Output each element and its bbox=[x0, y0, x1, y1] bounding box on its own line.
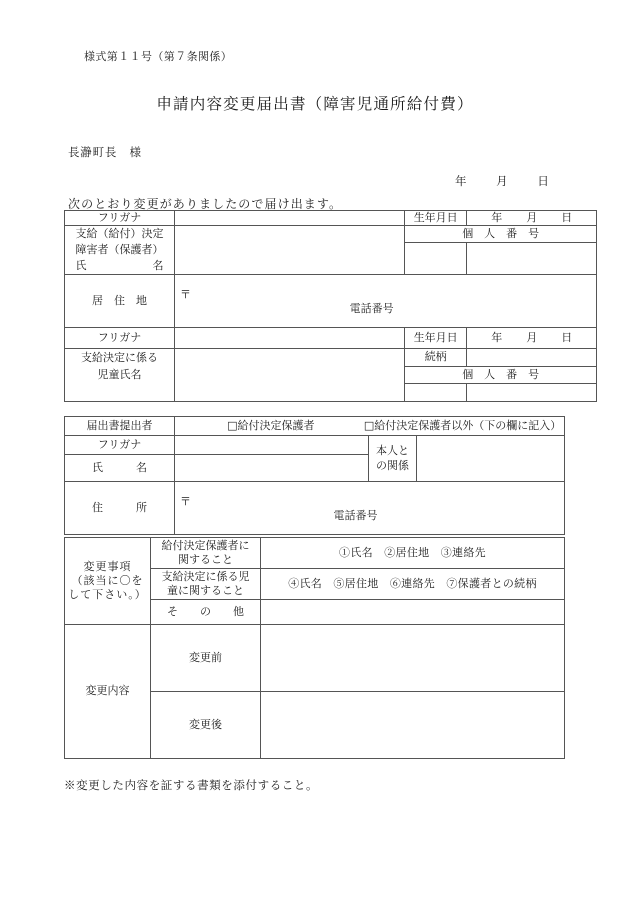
child-name-value[interactable] bbox=[175, 349, 405, 402]
child-mynumber-box[interactable] bbox=[467, 383, 597, 402]
child-mynumber-label: 個 人 番 号 bbox=[405, 366, 597, 383]
change-after-value[interactable] bbox=[261, 692, 565, 759]
change-header-line2: （該当に〇を bbox=[71, 573, 144, 587]
child-name-label-line2: 児童氏名 bbox=[65, 366, 175, 383]
submission-date-line bbox=[455, 173, 549, 189]
postal-code-mark: 〒 bbox=[180, 288, 191, 301]
applicant-residence-value[interactable] bbox=[175, 275, 597, 328]
mynumber-box[interactable] bbox=[467, 242, 597, 275]
child-birthdate-day-label: 日 bbox=[561, 331, 573, 345]
applicant-name-label-line3: 氏 名 bbox=[65, 258, 175, 275]
child-name-label-line1: 支給決定に係る bbox=[65, 349, 175, 367]
applicant-table bbox=[64, 210, 597, 402]
applicant-birthdate-label: 生年月日 bbox=[405, 211, 467, 226]
table-row bbox=[65, 275, 597, 328]
footnote: ※変更した内容を証する書類を添付すること。 bbox=[64, 778, 319, 792]
applicant-name-label-line1: 支給（給付）決定 bbox=[65, 226, 175, 243]
submitter-furigana-value[interactable] bbox=[175, 436, 369, 455]
addressee: 長瀞町長 様 bbox=[68, 145, 142, 159]
changes-table bbox=[64, 537, 565, 759]
child-birthdate-value[interactable] bbox=[467, 328, 597, 349]
applicant-phone-label: 電話番号 bbox=[349, 302, 394, 316]
change-before-value[interactable] bbox=[261, 625, 565, 692]
birthdate-month-label: 月 bbox=[526, 211, 538, 224]
intro-sentence: 次のとおり変更がありましたので届け出ます。 bbox=[68, 197, 343, 211]
child-relation-value[interactable] bbox=[467, 349, 597, 367]
form-number: 様式第１１号（第７条関係） bbox=[84, 50, 233, 63]
birthdate-day-label: 日 bbox=[561, 211, 573, 224]
change-options-child[interactable]: ④氏名 ⑤居住地 ⑥連絡先 ⑦保護者との続柄 bbox=[261, 569, 565, 600]
submitter-furigana-label: フリガナ bbox=[65, 436, 175, 455]
table-row bbox=[65, 436, 565, 455]
table-row bbox=[65, 482, 565, 535]
submitter-table bbox=[64, 416, 565, 535]
change-category-child bbox=[151, 569, 261, 600]
change-header-line1: 変更事項 bbox=[83, 559, 132, 573]
change-category-guardian bbox=[151, 538, 261, 569]
change-before-label: 変更前 bbox=[151, 625, 261, 692]
page-title: 申請内容変更届出書（障害児通所給付費） bbox=[156, 95, 474, 113]
change-category-child-line2: 童に関すること bbox=[167, 584, 244, 597]
checkbox-option-guardian[interactable]: □給付決定保護者 bbox=[227, 418, 315, 432]
submitter-name-value[interactable] bbox=[175, 455, 369, 482]
change-category-other: そ の 他 bbox=[151, 600, 261, 625]
date-day-label: 日 bbox=[537, 174, 549, 188]
table-row bbox=[65, 625, 565, 692]
table-row bbox=[65, 211, 597, 226]
relation-label-line2: の関係 bbox=[376, 458, 409, 472]
child-birthdate-month-label: 月 bbox=[526, 331, 538, 345]
submitter-label: 届出書提出者 bbox=[65, 417, 175, 436]
table-row bbox=[65, 538, 565, 569]
applicant-birthdate-value[interactable] bbox=[467, 211, 597, 226]
applicant-furigana-label: フリガナ bbox=[65, 211, 175, 226]
change-category-guardian-line2: 関すること bbox=[178, 553, 233, 566]
child-relation-label: 続柄 bbox=[405, 349, 467, 367]
change-category-child-line1: 支給決定に係る児 bbox=[161, 569, 250, 583]
submitter-address-value[interactable] bbox=[175, 482, 565, 535]
table-row bbox=[65, 226, 597, 243]
checkbox-option-other[interactable]: □給付決定保護者以外（下の欄に記入） bbox=[363, 418, 562, 432]
change-after-label: 変更後 bbox=[151, 692, 261, 759]
child-birthdate-label: 生年月日 bbox=[405, 328, 467, 349]
submitter-type-cell bbox=[175, 417, 565, 436]
table-row bbox=[65, 349, 597, 367]
applicant-residence-label: 居 住 地 bbox=[65, 275, 175, 328]
change-items-header bbox=[65, 538, 151, 625]
change-options-other[interactable] bbox=[261, 600, 565, 625]
date-month-label: 月 bbox=[496, 174, 508, 188]
submitter-phone-label: 電話番号 bbox=[333, 509, 378, 522]
postal-code-mark: 〒 bbox=[180, 494, 191, 508]
applicant-name-value[interactable] bbox=[175, 226, 405, 275]
submitter-address-label: 住 所 bbox=[65, 482, 175, 535]
table-row bbox=[65, 417, 565, 436]
change-category-guardian-line1: 給付決定保護者に bbox=[161, 538, 250, 552]
child-furigana-value[interactable] bbox=[175, 328, 405, 349]
change-header-line3: して下さい。） bbox=[68, 588, 147, 602]
birthdate-year-label: 年 bbox=[491, 211, 503, 224]
relation-label-line1: 本人と bbox=[376, 444, 409, 458]
applicant-mynumber-label: 個 人 番 号 bbox=[405, 226, 597, 243]
change-options-guardian[interactable]: ①氏名 ②居住地 ③連絡先 bbox=[261, 538, 565, 569]
submitter-relation-label bbox=[369, 436, 417, 482]
date-year-label: 年 bbox=[455, 174, 467, 188]
mynumber-box[interactable] bbox=[405, 242, 467, 275]
child-birthdate-year-label: 年 bbox=[491, 331, 503, 345]
applicant-name-label-line2: 障害者（保護者） bbox=[65, 242, 175, 258]
submitter-name-label: 氏 名 bbox=[65, 455, 175, 482]
applicant-furigana-value[interactable] bbox=[175, 211, 405, 226]
child-mynumber-box[interactable] bbox=[405, 383, 467, 402]
child-name-label-spacer bbox=[65, 383, 175, 402]
table-row bbox=[65, 328, 597, 349]
child-furigana-label: フリガナ bbox=[65, 328, 175, 349]
change-content-label: 変更内容 bbox=[65, 625, 151, 759]
submitter-relation-value[interactable] bbox=[417, 436, 565, 482]
